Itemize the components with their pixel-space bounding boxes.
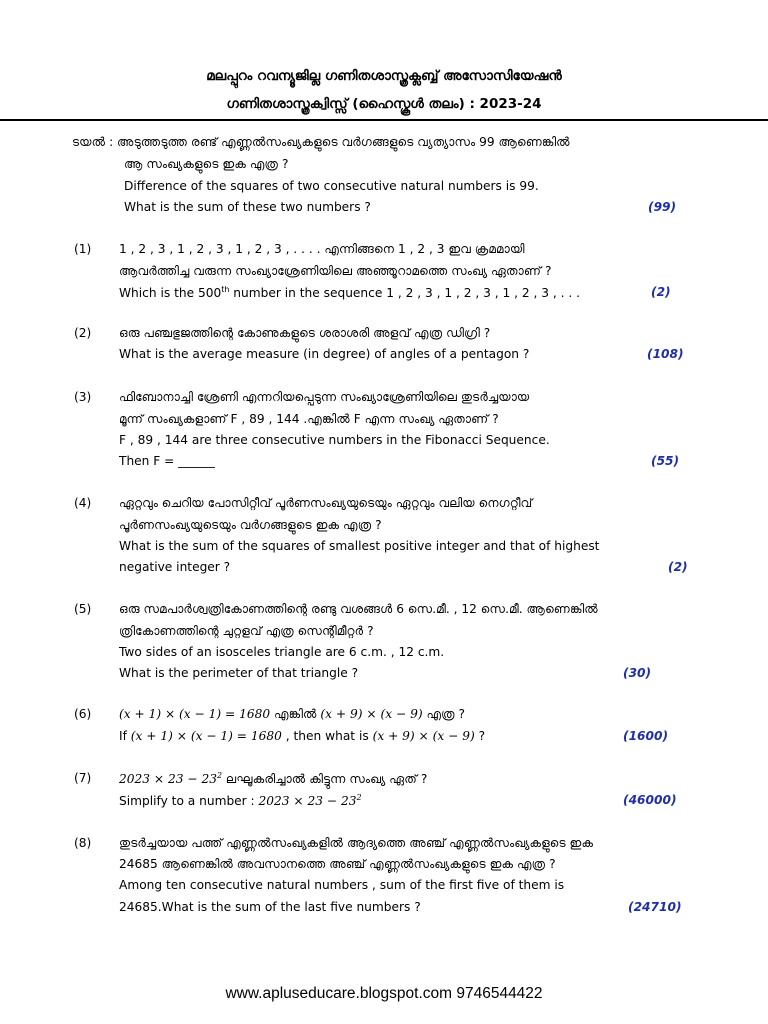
question-line: Simplify to a number : $2023 \times 23 - 23^2$: [119, 793, 362, 809]
question-line: Two sides of an isosceles triangle are 6 c.m. , 12 c.m.: [119, 645, 445, 659]
question-line: 24685 ആണെങ്കിൽ അവസാനത്തെ അഞ്ച് എണ്ണൽസംഖ്യകളുടെ ഇക എത്ര ?: [119, 857, 556, 871]
question-line: ത്രികോണത്തിന്റെ ചുറ്റളവ് എത്ര സെന്റിമീറ്റർ ?: [119, 624, 374, 638]
answer-label: (55): [651, 454, 680, 468]
page-title: മലപ്പുറം റവന്യൂജില്ല ഗണിതശാസ്ത്രക്ലബ്ബ് അസോസിയേഷൻ: [206, 68, 562, 84]
question-line: 1 , 2 , 3 , 1 , 2 , 3 , 1 , 2 , 3 , . . . . എന്നിങ്ങനെ 1 , 2 , 3 ഇവ ക്രമമായി: [119, 242, 525, 256]
question-number: (6): [74, 707, 92, 721]
question-line: What is the perimeter of that triangle ?: [119, 666, 359, 680]
question-line: If (x + 1) × (x − 1) = 1680 , then what is (x + 9) × (x − 9) ?: [119, 729, 486, 743]
math-expression: (x + 9) × (x − 9): [320, 707, 423, 721]
answer-label: (99): [648, 200, 677, 214]
question-number: (5): [74, 602, 92, 616]
question-number: (8): [74, 836, 92, 850]
question-line: negative integer ?: [119, 560, 231, 574]
answer-label: (2): [668, 560, 688, 574]
question-line: ആ സംഖ്യകളുടെ ഇക എത്ര ?: [124, 157, 289, 171]
answer-label: (1600): [623, 729, 669, 743]
question-number: (7): [74, 771, 92, 785]
math-expression: (x + 1) × (x − 1) = 1680: [130, 729, 282, 743]
math-expression: (x + 1) × (x − 1) = 1680: [119, 707, 271, 721]
question-number: (3): [74, 390, 92, 404]
page-header: [0, 64, 768, 116]
question-line: ഏറ്റവും ചെറിയ പോസിറ്റീവ് പൂർണസംഖ്യയുടെയും ഏറ്റവും വലിയ നെഗറ്റീവ്: [119, 496, 533, 510]
question-line: F , 89 , 144 are three consecutive numbers in the Fibonacci Sequence.: [119, 433, 550, 447]
math-expression: (x + 9) × (x − 9): [372, 729, 475, 743]
question-line: Difference of the squares of two consecutive natural numbers is 99.: [124, 179, 539, 193]
question-number: ടയൽ :: [72, 135, 114, 149]
question-line: ഒരു പഞ്ചഭുജത്തിന്റെ കോണുകളുടെ ശരാശരി അളവ് എത്ര ഡിഗ്രി ?: [119, 326, 491, 340]
footer-website: www.apluseducare.blogspot.com 9746544422: [225, 985, 543, 1002]
question-line: തുടർച്ചയായ പത്ത് എണ്ണൽസംഖ്യകളിൽ ആദ്യത്തെ അഞ്ച് എണ്ണൽസംഖ്യകളുടെ ഇക: [119, 836, 594, 850]
question-line: Then F = ______: [119, 454, 215, 468]
question-line: (x + 1) × (x − 1) = 1680 എങ്കിൽ (x + 9) × (x − 9) എത്ര ?: [119, 707, 465, 721]
question-line: What is the sum of the squares of smallest positive integer and that of highest: [119, 539, 600, 553]
question-number: (1): [74, 242, 92, 256]
question-line: അടുത്തടുത്ത രണ്ട് എണ്ണൽസംഖ്യകളുടെ വർഗങ്ങളുടെ വ്യത്യാസം 99 ആണെങ്കിൽ: [117, 135, 570, 149]
question-line: ഫിബോനാച്ചി ശ്രേണി എന്നറിയപ്പെടുന്ന സംഖ്യാശ്രേണിയിലെ തുടർച്ചയായ: [119, 390, 530, 404]
answer-label: (108): [647, 347, 684, 361]
page-subtitle: ഗണിതശാസ്ത്രക്വിസ്സ് (ഹൈസ്കൂൾ തലം) : 2023-24: [226, 96, 542, 112]
answer-label: (24710): [628, 900, 682, 914]
question-number: (4): [74, 496, 92, 510]
question-line: What is the sum of these two numbers ?: [124, 200, 371, 214]
question-number: (2): [74, 326, 92, 340]
math-expression: 2023 × 23 − 23: [119, 772, 217, 787]
question-line: Among ten consecutive natural numbers , sum of the first five of them is: [119, 878, 565, 892]
math-expression: 2023 × 23 − 23: [258, 794, 357, 809]
answer-label: (2): [651, 285, 671, 299]
header-divider: [0, 119, 768, 121]
question-line: പൂർണസംഖ്യയുടെയും വർഗങ്ങളുടെ ഇക എത്ര ?: [119, 518, 382, 532]
question-line: What is the average measure (in degree) of angles of a pentagon ?: [119, 347, 530, 361]
question-line: $2023 \times 23 - 23^2$ ലഘൂകരിച്ചാൽ കിട്ടുന്ന സംഖ്യ ഏത് ?: [119, 771, 428, 787]
question-line: 24685.What is the sum of the last five numbers ?: [119, 900, 421, 914]
answer-label: (46000): [623, 793, 677, 807]
question-line: മൂന്ന് സംഖ്യകളാണ് F , 89 , 144 .എങ്കിൽ F എന്ന സംഖ്യ ഏതാണ് ?: [119, 412, 499, 426]
question-line: Which is the 500th number in the sequence 1 , 2 , 3 , 1 , 2 , 3 , 1 , 2 , 3 , . . .: [119, 285, 580, 301]
question-line: ഒരു സമപാർശ്വത്രികോണത്തിന്റെ രണ്ടു വശങ്ങൾ 6 സെ.മീ. , 12 സെ.മീ. ആണെങ്കിൽ: [119, 602, 598, 616]
answer-label: (30): [623, 666, 652, 680]
question-line: ആവർത്തിച്ച വരുന്ന സംഖ്യാശ്രേണിയിലെ അഞ്ഞൂറാമത്തെ സംഖ്യ ഏതാണ് ?: [119, 264, 552, 278]
